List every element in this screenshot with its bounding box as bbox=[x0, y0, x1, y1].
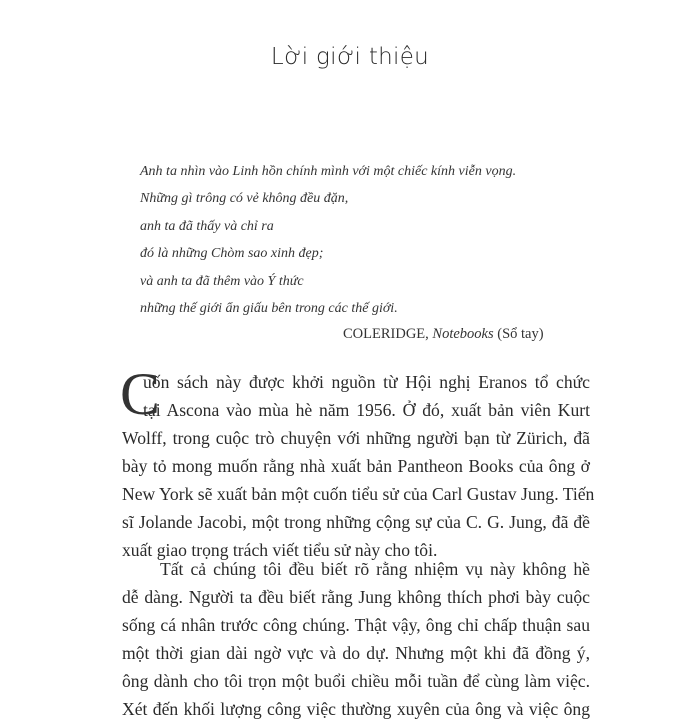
epigraph-work: Notebooks bbox=[432, 326, 494, 342]
text-line: sĩ Jolande Jacobi, một trong những cộng sự của C. G. Jung, đã đề bbox=[122, 512, 590, 532]
text-line: một thời gian dài ngờ vực và do dự. Nhưng một khi đã đồng ý, bbox=[122, 643, 590, 663]
epigraph-line: những thế giới ẩn giấu bên trong các thế giới. bbox=[140, 300, 398, 316]
text-line: xuất giao trọng trách viết tiểu sử này cho tôi. bbox=[122, 540, 438, 560]
text-line: ông dành cho tôi trọn một buổi chiều mỗi tuần để cùng làm việc. bbox=[122, 671, 590, 691]
text-line: bày tỏ mong muốn rằng nhà xuất bản Pantheon Books của ông ở bbox=[122, 456, 590, 476]
epigraph-line: Anh ta nhìn vào Linh hồn chính mình với một chiếc kính viễn vọng. bbox=[140, 164, 517, 179]
paragraph-1 bbox=[120, 361, 595, 566]
epigraph-author: COLERIDGE, bbox=[343, 326, 429, 342]
drop-cap: C bbox=[120, 361, 161, 427]
epigraph-line: anh ta đã thấy và chỉ ra bbox=[140, 218, 274, 234]
epigraph-line: đó là những Chòm sao xinh đẹp; bbox=[140, 246, 324, 262]
text-line: New York sẽ xuất bản một cuốn tiểu sử của Carl Gustav Jung. Tiến bbox=[122, 484, 595, 504]
epigraph-line: Những gì trông có vẻ không đều đặn, bbox=[140, 191, 349, 207]
epigraph-line: và anh ta đã thêm vào Ý thức bbox=[140, 273, 304, 289]
text-line: tại Ascona vào mùa hè năm 1956. Ở đó, xuất bản viên Kurt bbox=[143, 400, 590, 420]
epigraph bbox=[140, 162, 516, 326]
text-line: Xét đến khối lượng công việc thường xuyên của ông và việc ông bbox=[122, 699, 590, 719]
page-title: Lời giới thiệu bbox=[270, 44, 430, 70]
text-line: Tất cả chúng tôi đều biết rõ rằng nhiệm vụ này không hề bbox=[160, 559, 590, 579]
epigraph-attribution bbox=[343, 326, 544, 343]
epigraph-work-translation: (Sổ tay) bbox=[497, 326, 544, 342]
text-line: uốn sách này được khởi nguồn từ Hội nghị Eranos tổ chức bbox=[143, 372, 590, 392]
text-line: sống cá nhân trước công chúng. Thật vậy, ông chỉ chấp thuận sau bbox=[122, 615, 590, 635]
text-line: dễ dàng. Người ta đều biết rằng Jung không thích phơi bày cuộc bbox=[122, 587, 590, 607]
text-line: Wolff, trong cuộc trò chuyện với những người bạn từ Zürich, đã bbox=[122, 428, 590, 448]
